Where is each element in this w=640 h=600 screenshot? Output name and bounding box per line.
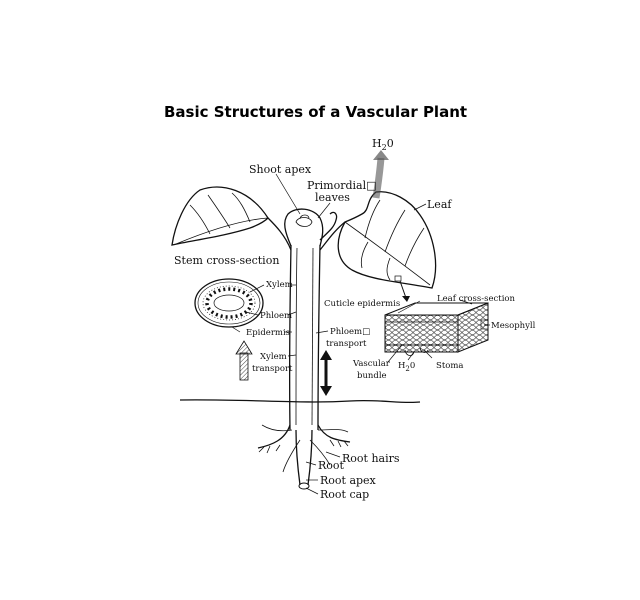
label-phloem-transport-1: Phloem□: [330, 327, 371, 337]
label-root-cap: Root cap: [320, 488, 370, 501]
label-xylem-transport-1: Xylem: [260, 352, 287, 362]
label-cuticle-epidermis: Cuticle epidermis: [324, 299, 401, 309]
label-primordial-1: Primordial□: [307, 179, 377, 192]
label-leaf: Leaf: [427, 198, 452, 211]
label-phloem: Phloem: [260, 311, 293, 321]
label-root: Root: [318, 459, 344, 472]
label-mesophyll: Mesophyll: [491, 321, 536, 331]
diagram-title: Basic Structures of a Vascular Plant: [164, 103, 468, 121]
label-vascular-bundle-1: Vascular: [353, 359, 390, 369]
root-cap-shape: [299, 483, 309, 489]
label-stem-cross-section: Stem cross-section: [174, 254, 280, 267]
right-leaf: [320, 192, 436, 288]
label-xylem: Xylem: [266, 280, 293, 290]
xylem-transport-arrow: [236, 341, 252, 380]
label-h2o-top: $H_20$: [372, 137, 394, 152]
label-primordial-2: leaves: [315, 191, 350, 204]
label-xylem-transport-2: transport: [252, 364, 293, 374]
ground-line: [180, 400, 420, 403]
label-leaf-cross-section: Leaf cross-section: [437, 294, 516, 304]
label-vascular-bundle-2: bundle: [357, 371, 387, 381]
label-root-hairs: Root hairs: [342, 452, 400, 465]
label-stoma: Stoma: [436, 361, 464, 371]
phloem-transport-arrow: [320, 350, 332, 396]
leaf-cross-section-block: [385, 276, 488, 356]
stem-cross-section-shape: [195, 279, 263, 327]
label-h2o-bottom: $H_20$: [398, 361, 416, 373]
label-shoot-apex: Shoot apex: [249, 163, 312, 176]
left-leaf: [172, 187, 291, 250]
label-root-apex: Root apex: [320, 474, 376, 487]
shoot-apex-shape: [285, 209, 337, 246]
label-phloem-transport-2: transport: [326, 339, 367, 349]
label-epidermis: Epidermis: [246, 328, 291, 338]
